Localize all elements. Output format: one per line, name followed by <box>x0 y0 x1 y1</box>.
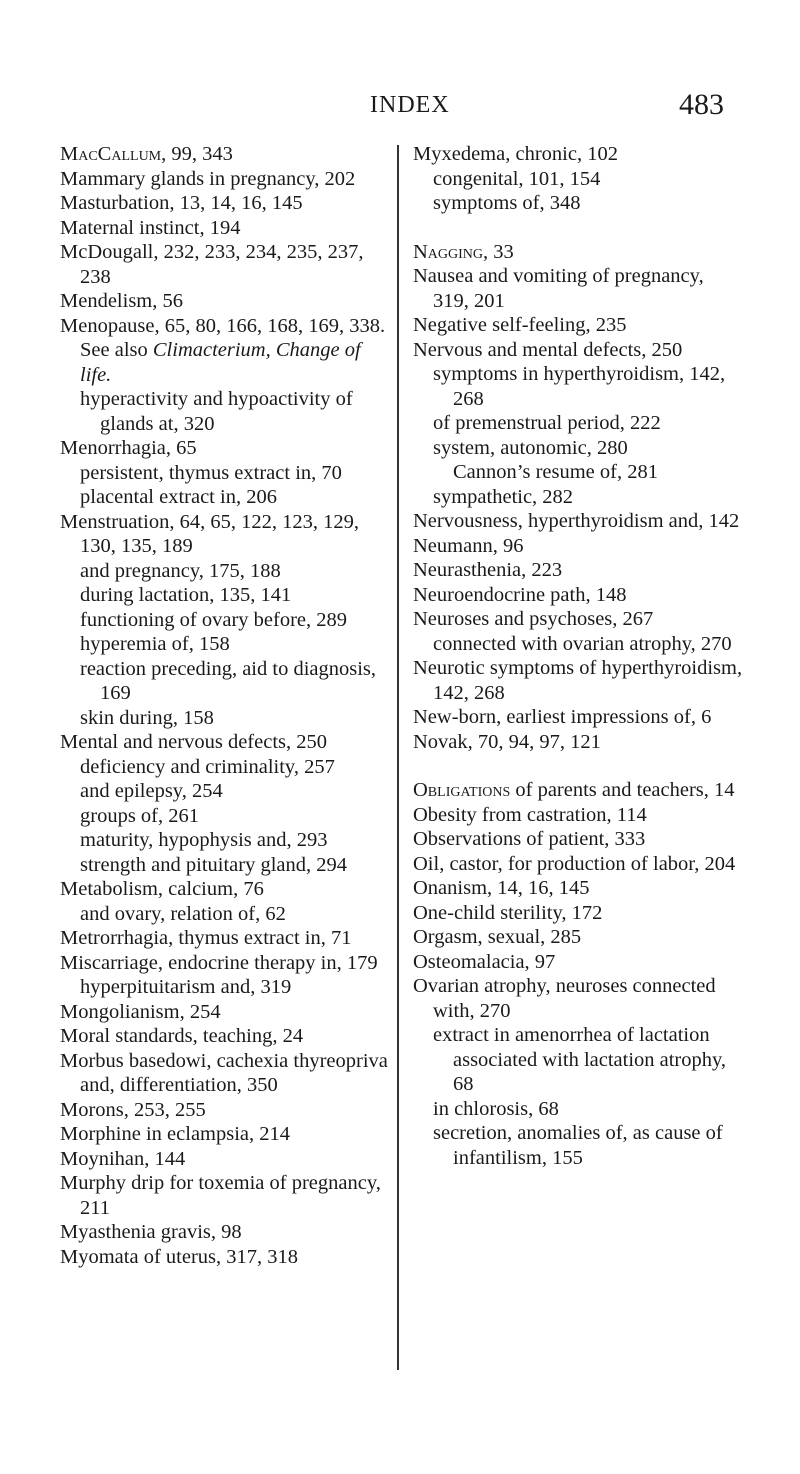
entry-text: Negative self-feeling, 235 <box>413 314 627 336</box>
entry-text: hyperactivity and hypoactivity of glands at, 320 <box>80 388 353 435</box>
entry-text: groups of, 261 <box>80 804 200 827</box>
index-subentry <box>60 608 390 633</box>
entry-text: and pregnancy, 175, 188 <box>80 559 281 582</box>
entry-text: Myxedema, chronic, 102 <box>413 143 618 165</box>
entry-text: Neuroses and psychoses, 267 <box>413 608 654 630</box>
entry-text: in chlorosis, 68 <box>433 1097 559 1120</box>
index-subentry <box>60 461 390 486</box>
entry-text: Moral standards, teaching, 24 <box>60 1025 304 1047</box>
entry-lead-word: Obligations <box>413 779 511 801</box>
index-entry <box>60 191 390 216</box>
entry-text: Mental and nervous defects, 250 <box>60 731 327 753</box>
entry-text: maturity, hypophysis and, 293 <box>80 829 328 851</box>
index-subentry <box>60 583 390 608</box>
index-subentry <box>413 485 743 510</box>
index-subentry <box>60 779 390 804</box>
entry-text: of parents and teachers, 14 <box>510 779 735 801</box>
index-entry <box>413 730 743 755</box>
entry-text: Myasthenia gravis, 98 <box>60 1221 242 1243</box>
entry-text: sympathetic, 282 <box>433 485 574 508</box>
index-entry <box>60 1171 390 1220</box>
index-entry <box>60 1000 390 1025</box>
index-subentry <box>60 632 390 657</box>
index-subentry <box>413 436 743 461</box>
page-header <box>0 88 800 128</box>
page-number: 483 <box>679 88 724 121</box>
column-divider <box>397 145 399 1370</box>
index-entry <box>413 876 743 901</box>
entry-text: Murphy drip for toxemia of pregnancy, 211 <box>60 1172 381 1219</box>
entry-lead-word: Nagging <box>413 240 484 263</box>
index-entry <box>413 313 743 338</box>
entry-text: Onanism, 14, 16, 145 <box>413 877 590 899</box>
entry-text: Nervousness, hyperthyroidism and, 142 <box>413 510 740 532</box>
index-subentry <box>60 975 390 1000</box>
index-entry <box>413 901 743 926</box>
entry-text: , 33 <box>483 240 514 263</box>
entry-text: Nervous and mental defects, 250 <box>413 338 683 361</box>
entry-text: Menopause, 65, 80, 166, 168, 169, 338. See also <box>60 314 386 361</box>
index-column-left <box>60 142 390 1269</box>
entry-text: Osteomalacia, 97 <box>413 950 556 973</box>
entry-text: Morons, 253, 255 <box>60 1098 206 1121</box>
entry-text: symptoms of, 348 <box>433 192 581 214</box>
index-entry <box>60 1049 390 1098</box>
index-subentry <box>60 853 390 878</box>
entry-text: Mendelism, 56 <box>60 290 183 312</box>
index-entry <box>413 778 743 803</box>
entry-text: Myomata of uterus, 317, 318 <box>60 1245 298 1268</box>
entry-text: Metrorrhagia, thymus extract in, 71 <box>60 927 352 949</box>
entry-text: and ovary, relation of, 62 <box>80 902 286 925</box>
index-entry <box>60 216 390 241</box>
index-subentry <box>60 387 390 436</box>
entry-text: of premenstrual period, 222 <box>433 412 661 434</box>
index-subentry <box>413 1023 743 1097</box>
entry-text: persistent, thymus extract in, 70 <box>80 461 342 484</box>
entry-text: McDougall, 232, 233, 234, 235, 237, 238 <box>60 241 364 288</box>
entry-text: functioning of ovary before, 289 <box>80 608 347 631</box>
index-subentry <box>413 191 743 216</box>
entry-text: Masturbation, 13, 14, 16, 145 <box>60 192 303 214</box>
index-subentry <box>60 755 390 780</box>
entry-text: congenital, 101, 154 <box>433 167 601 190</box>
index-entry <box>413 338 743 363</box>
entry-text: , 99, 343 <box>161 143 233 165</box>
index-subentry <box>413 1121 743 1170</box>
entry-text: Cannon’s resume of, 281 <box>453 461 658 483</box>
entry-text: reaction preceding, aid to diagnosis, 169 <box>80 657 377 704</box>
index-subentry <box>413 411 743 436</box>
index-entry <box>60 1245 390 1270</box>
entry-text: Ovarian atrophy, neuroses connected with, 270 <box>413 975 716 1022</box>
index-subentry <box>413 460 743 485</box>
entry-text: Maternal instinct, 194 <box>60 216 241 239</box>
entry-text: New-born, earliest impressions of, 6 <box>413 706 712 728</box>
entry-text: Neurasthenia, 223 <box>413 559 563 581</box>
index-entry <box>60 142 390 167</box>
index-subentry <box>60 902 390 927</box>
entry-text: Orgasm, sexual, 285 <box>413 926 582 948</box>
index-entry <box>60 510 390 559</box>
index-entry <box>60 926 390 951</box>
index-entry <box>413 534 743 559</box>
entry-text: Oil, castor, for production of labor, 204 <box>413 852 736 875</box>
entry-text: symptoms in hyperthyroidism, 142, 268 <box>433 363 726 410</box>
index-entry <box>413 803 743 828</box>
index-entry <box>413 656 743 705</box>
entry-text: placental extract in, 206 <box>80 486 277 508</box>
entry-text: Neumann, 96 <box>413 534 524 557</box>
entry-text: Observations of patient, 333 <box>413 828 646 850</box>
index-entry <box>413 925 743 950</box>
entry-text: Neurotic symptoms of hyperthyroidism, 142, 268 <box>413 657 743 704</box>
index-entry <box>60 730 390 755</box>
index-subentry <box>413 167 743 192</box>
entry-text: connected with ovarian atrophy, 270 <box>433 632 732 655</box>
index-subentry <box>413 362 743 411</box>
entry-text: Novak, 70, 94, 97, 121 <box>413 730 601 753</box>
index-entry <box>413 264 743 313</box>
index-entry <box>60 1122 390 1147</box>
entry-text: deficiency and criminality, 257 <box>80 755 335 778</box>
index-entry <box>60 289 390 314</box>
entry-text: Mammary glands in pregnancy, 202 <box>60 167 356 190</box>
entry-text: skin during, 158 <box>80 706 214 729</box>
index-entry <box>60 951 390 976</box>
index-entry <box>60 877 390 902</box>
index-entry <box>60 436 390 461</box>
index-entry <box>413 705 743 730</box>
index-subentry <box>60 485 390 510</box>
entry-lead-word: MacCallum <box>60 143 162 165</box>
index-subentry <box>60 706 390 731</box>
entry-text: hyperpituitarism and, 319 <box>80 976 292 998</box>
index-entry <box>60 167 390 192</box>
index-entry <box>413 974 743 1023</box>
index-subentry <box>60 828 390 853</box>
entry-text: and epilepsy, 254 <box>80 780 223 802</box>
index-entry <box>413 950 743 975</box>
index-entry <box>413 607 743 632</box>
entry-text: Menorrhagia, 65 <box>60 437 197 459</box>
index-entry <box>60 1220 390 1245</box>
index-entry <box>413 142 743 167</box>
index-entry <box>60 314 390 388</box>
index-entry <box>60 1024 390 1049</box>
index-entry <box>413 558 743 583</box>
entry-text: Metabolism, calcium, 76 <box>60 878 264 900</box>
entry-text: during lactation, 135, 141 <box>80 584 292 606</box>
index-subentry <box>60 804 390 829</box>
index-entry <box>60 240 390 289</box>
entry-text: system, autonomic, 280 <box>433 436 628 459</box>
entry-cross-reference: Climacterium, Change of life. <box>80 339 361 386</box>
index-subentry <box>60 559 390 584</box>
entry-text: extract in amenorrhea of lactation associated with lactation atrophy, 68 <box>433 1024 727 1095</box>
entry-text: secretion, anomalies of, as cause of infantilism, 155 <box>433 1122 723 1169</box>
index-subentry <box>413 632 743 657</box>
index-entry <box>413 240 743 265</box>
index-subentry <box>413 1097 743 1122</box>
index-subentry <box>60 657 390 706</box>
index-entry <box>413 509 743 534</box>
index-entry <box>413 827 743 852</box>
index-entry <box>413 583 743 608</box>
entry-text: hyperemia of, 158 <box>80 633 230 655</box>
entry-text: strength and pituitary gland, 294 <box>80 853 348 876</box>
entry-text: Menstruation, 64, 65, 122, 123, 129, 130, 135, 189 <box>60 510 359 557</box>
entry-text: Morbus basedowi, cachexia thyreopriva and, differentiation, 350 <box>60 1049 388 1096</box>
index-entry <box>60 1147 390 1172</box>
entry-text: One-child sterility, 172 <box>413 901 603 924</box>
index-column-right <box>413 142 743 1170</box>
entry-text: Miscarriage, endocrine therapy in, 179 <box>60 951 378 974</box>
entry-text: Mongolianism, 254 <box>60 1000 221 1023</box>
entry-text: Obesity from castration, 114 <box>413 803 647 826</box>
index-entry <box>413 852 743 877</box>
entry-text: Morphine in eclampsia, 214 <box>60 1123 291 1145</box>
index-entry <box>60 1098 390 1123</box>
entry-text: Moynihan, 144 <box>60 1147 186 1170</box>
running-head-title: INDEX <box>370 92 450 118</box>
entry-text: Nausea and vomiting of pregnancy, 319, 201 <box>413 265 704 312</box>
entry-text: Neuroendocrine path, 148 <box>413 583 627 606</box>
